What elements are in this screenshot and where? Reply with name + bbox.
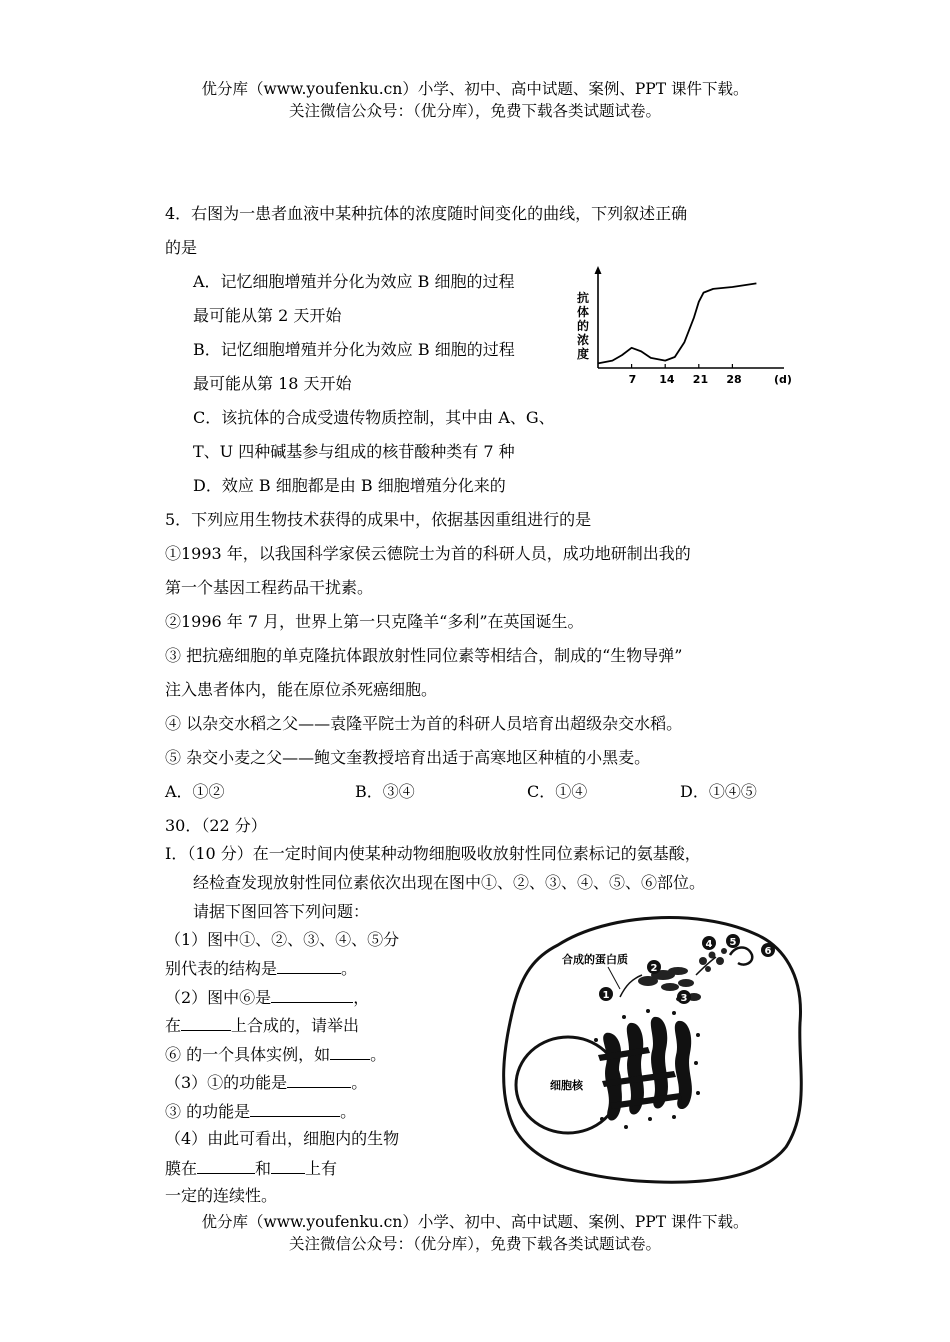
q30-sub2-text2: 上合成的，请举出: [231, 1016, 360, 1035]
marker-6-text: 6: [764, 946, 772, 957]
q5-item3-line1: ③ 把抗癌细胞的单克隆抗体跟放射性同位素等相结合，制成的“生物导弹”: [165, 646, 683, 665]
protein-label: 合成的蛋白质: [562, 953, 628, 966]
y-label-char-3: 浓: [577, 333, 590, 347]
footer-line-1: 优分库（www.youfenku.cn）小学、初中、高中试题、案例、PPT 课件下载。: [201, 1213, 749, 1231]
q4-option-a-line2: 最可能从第 2 天开始: [193, 306, 342, 325]
q30-sub3-line1: [165, 1071, 367, 1094]
q4-option-a-line1: A．记忆细胞增殖并分化为效应 B 细胞的过程: [193, 272, 515, 291]
chart-axes: [595, 266, 785, 368]
y-label-char-0: 抗: [577, 291, 590, 305]
q5-option-b: B．③④: [355, 782, 415, 801]
y-label-char-4: 度: [577, 347, 590, 361]
q30-title: 30．（22 分）: [165, 816, 267, 835]
q4-stem-line2: 的是: [165, 238, 198, 257]
q30-sub2-line3: [165, 1043, 386, 1066]
q30-sub3-text2: ③ 的功能是: [165, 1102, 251, 1121]
q5-stem: 5．下列应用生物技术获得的成果中，依据基因重组进行的是: [165, 510, 592, 529]
q5-item2: ②1996 年 7 月，世界上第一只克隆羊“多利”在英国诞生。: [165, 612, 584, 631]
q30-sub2-comma: ，: [353, 988, 370, 1007]
antibody-concentration-chart: [572, 262, 797, 390]
q30-sub1-line1: （1）图中①、②、③、④、⑤分: [165, 930, 400, 949]
q30-sub2-at: 在: [165, 1016, 182, 1035]
q30-sub3-line2: [165, 1100, 356, 1123]
q5-item4: ④ 以杂交水稻之父——袁隆平院士为首的科研人员培育出超级杂交水稻。: [165, 714, 683, 733]
q5-option-c: C．①④: [527, 782, 588, 801]
q4-option-d: D．效应 B 细胞都是由 B 细胞增殖分化来的: [193, 476, 506, 495]
q5-item3-line2: 注入患者体内，能在原位杀死癌细胞。: [165, 680, 438, 699]
q30-sub2-text: （2）图中⑥是: [165, 988, 272, 1007]
q4-stem-line1: 4．右图为一患者血液中某种抗体的浓度随时间变化的曲线，下列叙述正确: [165, 204, 688, 223]
y-label-char-2: 的: [577, 319, 590, 333]
q5-item1-line1: ①1993 年，以我国科学家侯云德院士为首的科研人员，成功地研制出我的: [165, 544, 691, 563]
marker-6: [761, 943, 775, 957]
answer-blank-membrane-1[interactable]: [197, 1157, 255, 1174]
marker-5-text: 5: [729, 937, 737, 948]
q4-option-b-line2: 最可能从第 18 天开始: [193, 374, 352, 393]
q30-sub1-end: 。: [341, 959, 358, 978]
q30-sub4-line1: （4）由此可看出，细胞内的生物: [165, 1129, 400, 1148]
series-line: [598, 283, 756, 363]
marker-4-text: 4: [705, 939, 713, 950]
header-line-1: 优分库（www.youfenku.cn）小学、初中、高中试题、案例、PPT 课件下载。: [201, 80, 749, 98]
marker-1: [599, 987, 613, 1001]
q4-option-c-line2: T、U 四种碱基参与组成的核苷酸种类有 7 种: [193, 442, 515, 461]
answer-blank-3-function[interactable]: [250, 1100, 340, 1117]
q5-item5: ⑤ 杂交小麦之父——鲍文奎教授培育出适于高寒地区种植的小黑麦。: [165, 748, 651, 767]
q30-sub3-end2: 。: [340, 1102, 357, 1121]
q30-sub4-line3: 一定的连续性。: [165, 1186, 278, 1205]
answer-blank-6-name[interactable]: [271, 986, 353, 1003]
q30-sub3-text: （3）①的功能是: [165, 1073, 288, 1092]
x-axis-label: (d): [774, 373, 792, 386]
answer-blank-synthesis-site[interactable]: [181, 1014, 231, 1031]
marker-3-text: 3: [680, 993, 688, 1004]
answer-blank-example[interactable]: [330, 1043, 370, 1060]
q30-sub4-have: 上有: [305, 1159, 338, 1178]
footer-line-2: 关注微信公众号：（优分库），免费下载各类试题试卷。: [288, 1235, 661, 1253]
header-line-2: 关注微信公众号：（优分库），免费下载各类试题试卷。: [288, 102, 661, 120]
y-axis-arrow: [595, 266, 602, 274]
marker-1-text: 1: [602, 990, 610, 1001]
x-tick-label-21: 21: [692, 373, 709, 386]
marker-2-text: 2: [650, 963, 658, 974]
y-label-char-1: 体: [577, 305, 590, 319]
q30-sub2-end: 。: [370, 1045, 387, 1064]
cell-secretion-figure: [498, 905, 810, 1187]
q4-option-c-line1: C．该抗体的合成受遗传物质控制，其中由 A、G、: [193, 408, 555, 427]
marker-2: [647, 960, 661, 974]
q30-sub2-line1: [165, 986, 369, 1009]
q30-sub2-text3: ⑥ 的一个具体实例，如: [165, 1045, 331, 1064]
x-tick-label-28: 28: [726, 373, 742, 386]
q30-intro-line2: 经检查发现放射性同位素依次出现在图中①、②、③、④、⑤、⑥部位。: [193, 873, 706, 892]
marker-3: [677, 990, 691, 1004]
q30-sub2-line2: [165, 1014, 359, 1037]
q5-option-d: D．①④⑤: [680, 782, 757, 801]
q5-option-a: A．①②: [165, 782, 225, 801]
q5-item1-line2: 第一个基因工程药品干扰素。: [165, 578, 374, 597]
nucleus-label: 细胞核: [550, 1079, 583, 1092]
marker-5: [726, 934, 740, 948]
q30-sub1-text: 别代表的结构是: [165, 959, 278, 978]
q30-sub3-end: 。: [351, 1073, 368, 1092]
y-axis-label: [577, 290, 589, 361]
answer-blank-structures[interactable]: [277, 957, 341, 974]
q30-intro-line1: I．（10 分）在一定时间内使某种动物细胞吸收放射性同位素标记的氨基酸，: [165, 844, 701, 863]
x-tick-label-14: 14: [659, 373, 675, 386]
marker-4: [702, 936, 716, 950]
answer-blank-1-function[interactable]: [287, 1071, 351, 1088]
x-tick-label-7: 7: [628, 373, 637, 386]
q30-sub4-and: 和: [255, 1159, 272, 1178]
q30-sub4-line2: [165, 1157, 337, 1180]
q30-intro-line3: 请据下图回答下列问题：: [193, 902, 370, 921]
q4-option-b-line1: B．记忆细胞增殖并分化为效应 B 细胞的过程: [193, 340, 515, 359]
q30-sub1-line2: [165, 957, 357, 980]
answer-blank-membrane-2[interactable]: [271, 1157, 305, 1174]
q30-sub4-text: 膜在: [165, 1159, 198, 1178]
